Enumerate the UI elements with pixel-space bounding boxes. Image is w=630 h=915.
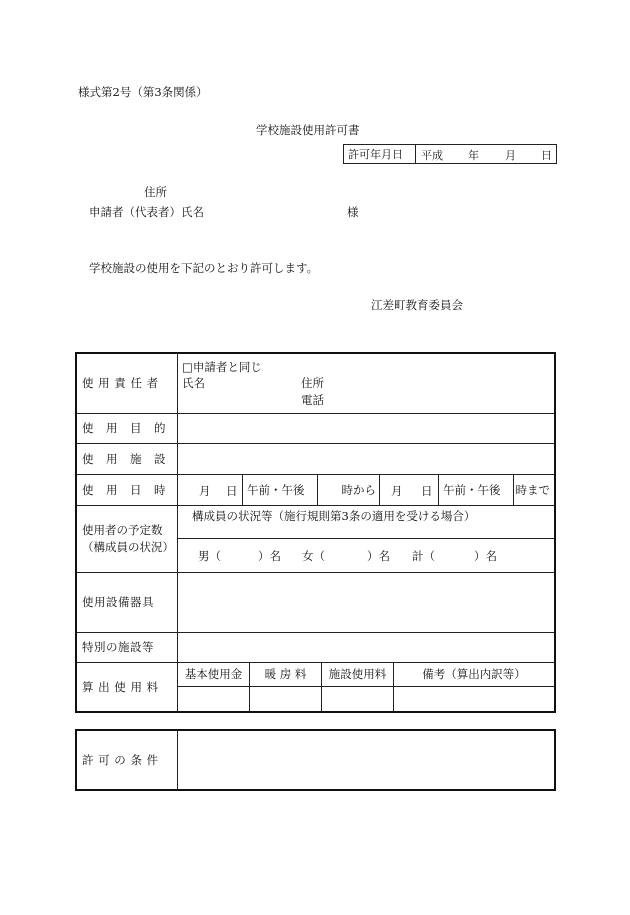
end-month-label: 月	[391, 483, 403, 498]
people-label	[76, 505, 178, 572]
male-close: ）名	[258, 548, 281, 563]
people-count-row[interactable]	[178, 539, 554, 572]
heating-fee-header: 暖 房 料	[250, 663, 322, 687]
people-field	[178, 505, 556, 572]
end-ampm[interactable]: 午前・午後	[439, 475, 514, 505]
responsible-label: 使 用 責 任 者	[76, 353, 178, 413]
responsible-phone-label: 電話	[301, 393, 324, 407]
end-date-cell[interactable]	[380, 475, 439, 505]
purpose-field[interactable]	[178, 413, 556, 443]
remarks-value[interactable]	[394, 687, 555, 711]
heating-fee-value[interactable]	[250, 687, 322, 711]
basic-fee-header: 基本使用金	[178, 663, 250, 687]
datetime-field[interactable]	[178, 474, 556, 505]
permit-conditions-table	[75, 729, 556, 791]
year-label: 年	[468, 149, 479, 162]
people-note-row	[178, 506, 554, 539]
datetime-label: 使 用 日 時	[76, 474, 178, 505]
honorific: 様	[347, 205, 359, 219]
applicant-name-label: 申請者（代表者）氏名	[89, 205, 204, 219]
permit-details-table	[75, 352, 556, 713]
applicant-address-label: 住所	[144, 185, 167, 199]
people-note: 構成員の状況等（施行規則第3条の適用を受ける場合）	[192, 508, 476, 523]
start-date-cell[interactable]	[178, 475, 243, 505]
people-label-line1: 使用者の予定数	[82, 522, 163, 537]
start-ampm[interactable]: 午前・午後	[243, 475, 318, 505]
end-day-label: 日	[421, 483, 433, 498]
page-title: 学校施設使用許可書	[256, 123, 360, 137]
total-close: ）名	[474, 548, 497, 563]
facility-field[interactable]	[178, 443, 556, 474]
female-label: 女（	[302, 548, 325, 563]
male-label: 男（	[198, 548, 221, 563]
conditions-label: 許 可 の 条 件	[76, 730, 178, 790]
permit-date-box	[343, 144, 557, 164]
female-close: ）名	[367, 548, 390, 563]
permit-date-field[interactable]	[416, 145, 557, 164]
conditions-field[interactable]	[178, 730, 556, 790]
responsible-name-label: 氏名	[182, 376, 205, 390]
same-as-applicant-checkbox[interactable]: □申請者と同じ	[182, 360, 262, 374]
fee-label: 算 出 使 用 料	[76, 662, 178, 712]
start-month-label: 月	[199, 483, 211, 498]
permit-date-label: 許可年月日	[344, 145, 416, 164]
equipment-field[interactable]	[178, 572, 556, 632]
end-time[interactable]: 時まで	[515, 482, 550, 497]
fee-field	[178, 662, 556, 712]
basic-fee-value[interactable]	[178, 687, 250, 711]
day-label: 日	[541, 149, 552, 162]
permit-statement: 学校施設の使用を下記のとおり許可します。	[89, 261, 319, 275]
facility-label: 使 用 施 設	[76, 443, 178, 474]
purpose-label: 使 用 目 的	[76, 413, 178, 443]
total-label: 計（	[412, 548, 435, 563]
special-field[interactable]	[178, 632, 556, 662]
people-label-line2: （構成員の状況）	[82, 539, 174, 554]
equipment-label: 使用設備器具	[76, 572, 178, 632]
special-label: 特別の施設等	[76, 632, 178, 662]
era-label: 平成	[421, 149, 443, 162]
remarks-header: 備考（算出内訳等）	[394, 663, 555, 687]
start-time[interactable]: 時から	[318, 475, 380, 505]
month-label: 月	[505, 149, 516, 162]
form-number: 様式第2号（第3条関係）	[78, 85, 208, 99]
start-day-label: 日	[226, 483, 238, 498]
fee-subtable	[178, 663, 554, 711]
facility-fee-value[interactable]	[322, 687, 394, 711]
issuer: 江差町教育委員会	[371, 298, 463, 312]
responsible-address-label: 住所	[301, 376, 324, 390]
datetime-subtable	[178, 475, 554, 505]
responsible-field[interactable]	[178, 353, 556, 413]
facility-fee-header: 施設使用料	[322, 663, 394, 687]
